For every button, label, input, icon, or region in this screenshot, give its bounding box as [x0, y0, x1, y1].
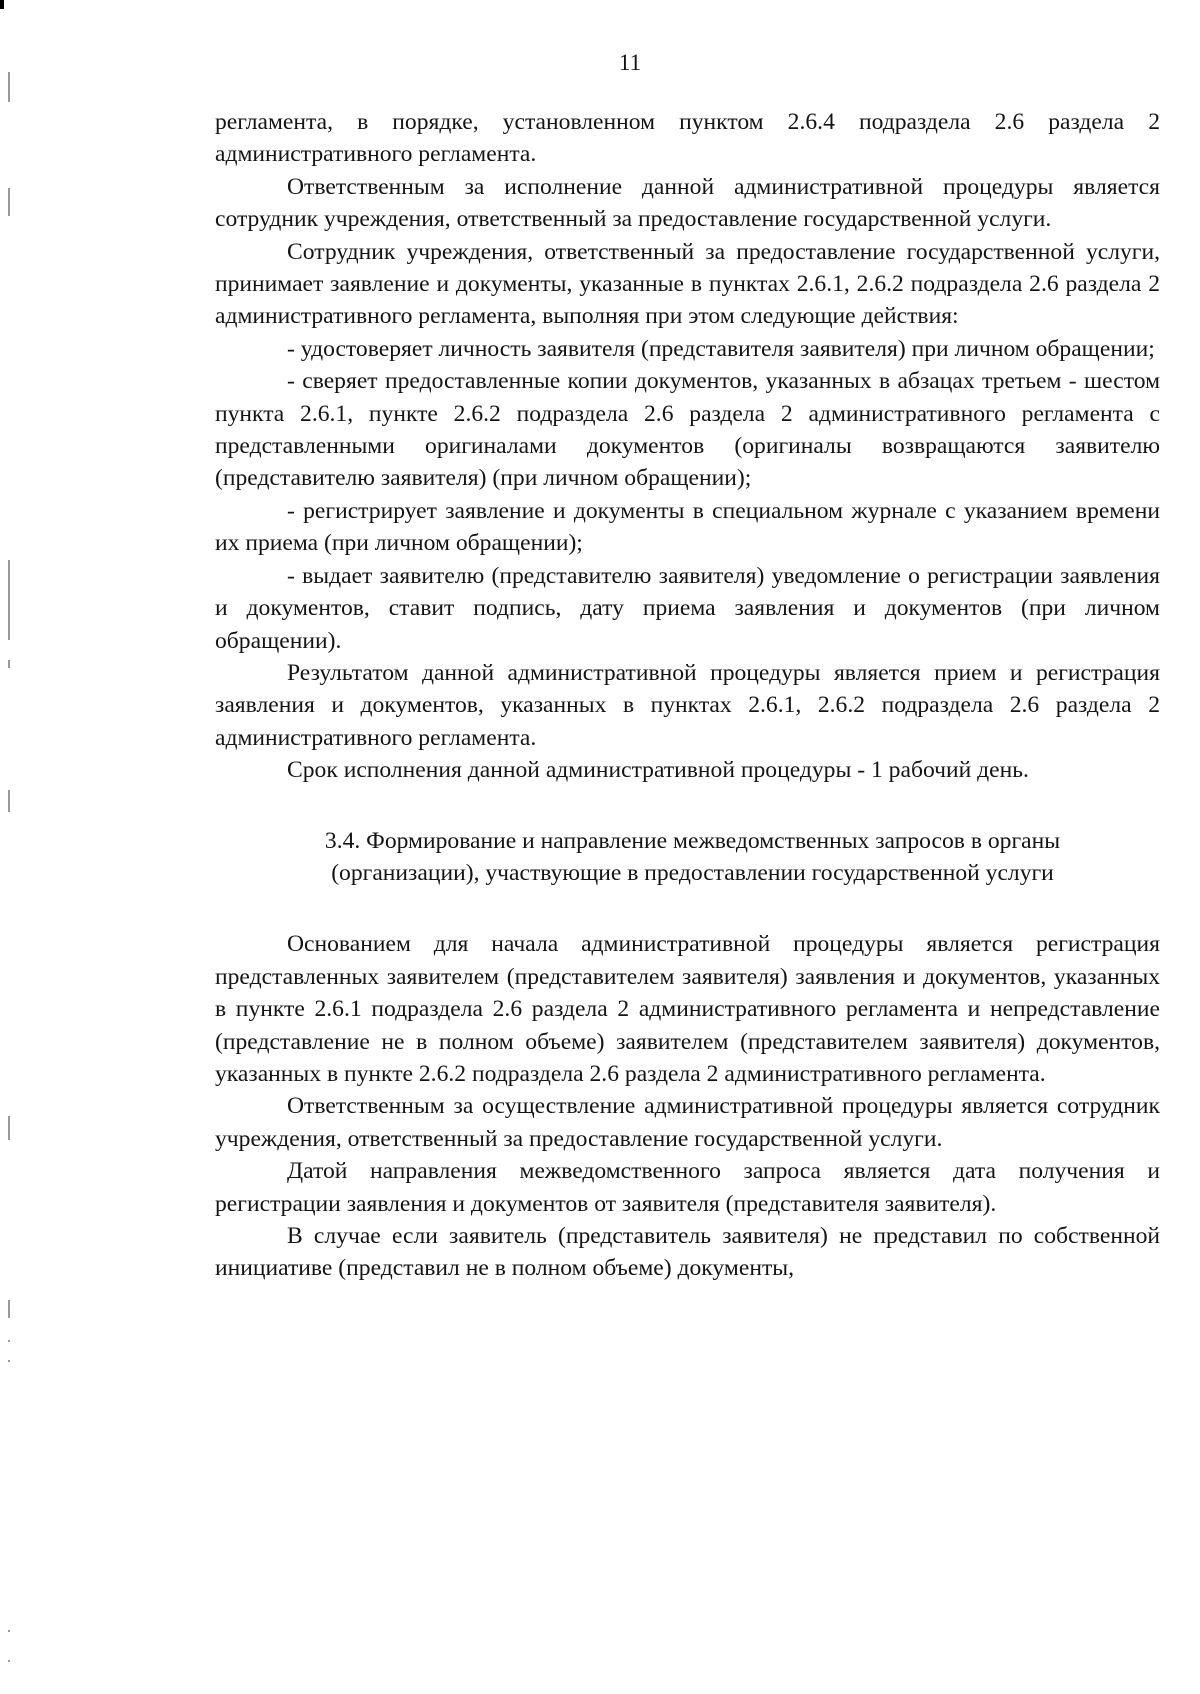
paragraph-continuation: регламента, в порядке, установленном пунктом 2.6.4 подраздела 2.6 раздела 2 административного регламента.: [215, 109, 1160, 168]
scan-edge-dot: [8, 1660, 10, 1662]
scan-edge-mark: [8, 790, 10, 812]
paragraph-result: Результатом данной административной процедуры является прием и регистрация заявления и документов, указанных в пунктах 2.6.1, 2.6.2 подраздела 2.6 раздела 2 административного регламента.: [215, 659, 1160, 751]
scan-edge-mark: [8, 560, 10, 640]
list-item-notification: - выдает заявителю (представителю заявителя) уведомление о регистрации заявления и документов, ставит подпись, дату приема заявления и документов (при личном обращении).: [215, 562, 1160, 654]
scan-edge-mark: [8, 660, 10, 668]
list-item-verify-copies: - сверяет предоставленные копии документов, указанных в абзацах третьем - шестом пункта 2.6.1, пункте 2.6.2 подраздела 2.6 раздела 2 административного регламента с представленными оригиналами документов (оригиналы возвращаются заявителю (представителю заявителя) (при личном обращении);: [215, 368, 1160, 492]
page-number: 11: [618, 50, 642, 75]
scan-edge-mark: [8, 1300, 10, 1318]
paragraph-employee-actions: Сотрудник учреждения, ответственный за предоставление государственной услуги, принимает заявление и документы, указанные в пунктах 2.6.1, 2.6.2 подраздела 2.6 раздела 2 административного регламента, выполняя при этом следующие действия:: [215, 238, 1160, 330]
section-heading-line-1: 3.4. Формирование и направление межведомственных запросов в органы: [324, 827, 1061, 854]
paragraph-responsible: Ответственным за исполнение данной административной процедуры является сотрудник учреждения, ответственный за предоставление государственной услуги.: [215, 173, 1160, 233]
document-body: [215, 106, 1160, 1285]
paragraph-responsible-section: Ответственным за осуществление административной процедуры является сотрудник учреждения, ответственный за предоставление государственной услуги.: [215, 1093, 1160, 1152]
paragraph-basis: Основанием для начала административной процедуры является регистрация представленных заявителем (представителем заявителя) заявления и документов, указанных в пункте 2.6.1 подраздела 2.6 раздела 2 административного регламента и непредставление (представление не в полном объеме) заявителем (представителем заявителя) документов, указанных в пункте 2.6.2 подраздела 2.6 раздела 2 административного регламента.: [215, 931, 1160, 1087]
section-heading: [215, 825, 1160, 890]
paragraph-deadline: Срок исполнения данной административной процедуры - 1 рабочий день.: [287, 757, 1029, 784]
scan-edge-mark: [8, 1116, 10, 1140]
scan-edge-mark: [8, 188, 10, 216]
list-item-register: - регистрирует заявление и документы в специальном журнале с указанием времени их приема (при личном обращении);: [215, 497, 1160, 557]
list-item-identity: - удостоверяет личность заявителя (представителя заявителя) при личном обращении;: [287, 335, 1155, 362]
scan-edge-dot: [8, 1360, 10, 1362]
scan-edge-dot: [8, 1630, 10, 1632]
scan-corner-mark: [0, 0, 4, 9]
scan-edge-mark: [8, 72, 10, 102]
paragraph-request-date: Датой направления межведомственного запроса является дата получения и регистрации заявления и документов от заявителя (представителя заявителя).: [215, 1158, 1160, 1217]
section-heading-line-2: (организации), участвующие в предоставлении государственной услуги: [331, 859, 1054, 886]
paragraph-case: В случае если заявитель (представитель заявителя) не представил по собственной инициативе (представил не в полном объеме) документы,: [215, 1223, 1160, 1282]
scan-edge-dot: [8, 1340, 10, 1342]
